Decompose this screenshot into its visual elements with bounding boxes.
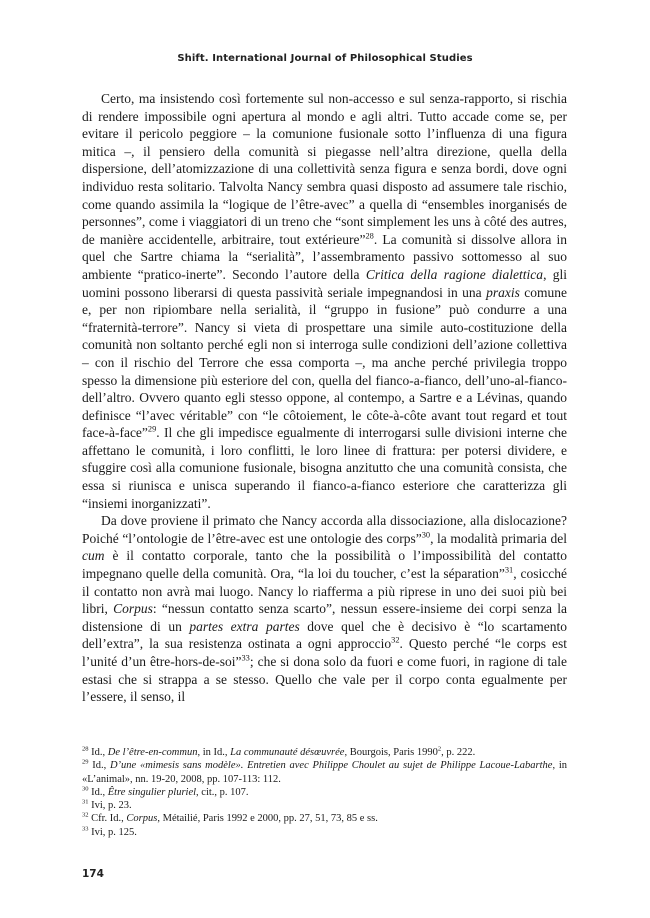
footnote-ref: 30: [82, 785, 89, 793]
italic-text: cum: [82, 548, 105, 564]
footnote-ref: 31: [504, 565, 514, 575]
text-run: . Questo perché “le corps est l’unité d’un être-hors-de-soi”: [82, 636, 567, 669]
text-run: Id.,: [88, 747, 108, 758]
text-run: Ivi, p. 23.: [88, 800, 132, 812]
text-run: Certo, ma insistendo così fortemente sul non-accesso e sul senza-rapporto, si rischia di rendere impossibile ogni apertura al mondo e agli altri. Tutto accade come se, per evitare il pericolo peggiore – la comunione fusionale sotto l’influenza di una figura mitica –, il pensiero della comunità si piegasse nell’altra direzione, quella della dispersione, dell’atomizzazione di una collettività senza figura e senza bordi, dove ogni individuo resta solitario. Talvolta Nancy sembra quasi disposto ad assumere tale rischio, come quando assimila la “logique de l’être-avec” a quella di “ensembles inorganisés de personnes”, come i viaggiatori di un treno che “sont simplement les uns à côté des autres, de manière accidentelle, arbitraire, tout extérieure”: [82, 91, 567, 247]
text-run: è il contatto corporale, tanto che la possibilità o l’impossibilità del contatto impegnano quelle della comunità. Ora, “la loi du toucher, c’est la séparation”: [82, 548, 567, 582]
text-run: Da dove proviene il primato che Nancy accorda alla dissociazione, alla dislocazione? Poiché “l’ontologie de l’être-avec est une ontologie des corps”: [82, 513, 567, 546]
text-run: Ivi, p. 125.: [88, 826, 137, 838]
italic-text: Corpus: [113, 601, 153, 617]
footnote: [82, 786, 567, 799]
footnote: [82, 812, 567, 825]
italic-text: De l’être-en-commun: [107, 747, 198, 758]
footnotes: [82, 746, 567, 839]
text-run: , in «L’animal», nn. 19-20, 2008, pp. 107-113: 112.: [82, 760, 567, 785]
footnote-ref: 28: [365, 231, 374, 241]
footnote: [82, 746, 567, 759]
text-run: , Métailié, Paris 1992 e 2000, pp. 27, 51, 73, 85 e ss.: [157, 813, 378, 825]
footnote-ref: 32: [391, 635, 400, 645]
text-run: , gli uomini possono liberarsi di questa passività seriale impegnandosi in una: [82, 266, 568, 300]
paragraph: [82, 90, 567, 512]
italic-text: La communauté désœuvrée: [230, 747, 345, 758]
text-run: , la modalità primaria del: [430, 530, 567, 546]
text-run: , cit., p. 107.: [196, 786, 249, 798]
text-run: . Il che gli impedisce egualmente di interrogarsi sulle divisioni interne che affettano le comunità, i loro conflitti, le loro linee di frattura: per potersi dividere, e sfuggire così alla comunione fusionale, bisogna anzitutto che una comunità consista, che essa si riunisca e unisca superando il fianco-a-fianco esteriore che caratterizza gli “insiemi inorganizzati”.: [82, 425, 567, 511]
text-run: . La comunità si dissolve allora in quel che Sartre chiama la “serialità”, l’assembramento passivo sottomesso al suo ambiente “pratico-inerte”. Secondo l’autore della: [82, 231, 567, 282]
footnote-ref: 30: [421, 530, 431, 540]
footnote: [82, 759, 567, 786]
running-header: Shift. International Journal of Philosophical Studies: [177, 53, 473, 64]
paragraph: [82, 512, 567, 706]
footnote-ref: 28: [82, 745, 89, 753]
footnote-ref: 29: [147, 424, 157, 434]
text-run: , cosicché il contatto non avrà mai luogo. Nancy lo riafferma a più riprese in uno dei suoi più bei libri,: [82, 566, 567, 617]
text-run: ; che si dona solo da fuori e come fuori, in ragione di tale estasi che si strappa a se stesso. Quello che vale per il corpo conta egualmente per l’essere, il senso, il: [82, 654, 567, 705]
footnote-ref: 33: [241, 653, 250, 663]
italic-text: Être singulier pluriel: [107, 786, 197, 798]
text-run: Id.,: [88, 786, 108, 798]
text-run: Id.,: [88, 760, 110, 772]
text-run: : “nessun contatto senza scarto”, nessun essere-insieme dei corpi senza la distensione di un: [82, 601, 568, 634]
footnote-ref: 29: [82, 758, 89, 766]
main-text: [82, 90, 567, 706]
italic-text: partes extra partes: [189, 618, 300, 634]
footnote: [82, 826, 567, 839]
italic-text: D’une «mimesis sans modèle». Entretien avec Philippe Choulet au sujet de Philippe Lacoue-Labarthe: [109, 760, 553, 772]
footnote: [82, 799, 567, 812]
footnote-ref: 31: [82, 798, 89, 806]
text-run: , p. 222.: [441, 747, 476, 758]
text-run: Cfr. Id.,: [88, 813, 127, 825]
italic-text: Corpus: [126, 813, 158, 825]
text-run: , Bourgois, Paris 1990: [344, 747, 438, 758]
text-run: comune e, per non ripiombare nella serialità, il “gruppo in fusione” può condurre a una “fraternità-terrore”. Nancy si vieta di prospettare una simile auto-costituzione della comunità non soltanto perché egli non si interroga sulle condizioni dell’azione collettiva – con il rischio del Terrore che essa comporta –, ma anche perché privilegia troppo spesso la dimensione più esteriore del con, quella del fianco-a-fianco, dell’uno-al-fianco-dell’altro. Ovvero quanto egli stesso oppone, al contempo, a Sartre e a Lévinas, quando definisce “l’avec véritable” con “le côtoiement, le côte-à-côte avant tout regard et tout face-à-face”: [82, 284, 567, 441]
footnote-ref: 2: [437, 745, 442, 753]
text-run: , in Id.,: [197, 747, 231, 758]
page-number: 174: [82, 868, 104, 880]
footnote-ref: 33: [82, 825, 89, 833]
text-run: dove quel che è decisivo è “lo scartamento dell’extra”, la sua resistenza ostinata a ogni approccio: [82, 618, 568, 652]
italic-text: praxis: [486, 284, 520, 300]
italic-text: Critica della ragione dialettica: [365, 266, 544, 282]
footnote-ref: 32: [82, 811, 89, 819]
